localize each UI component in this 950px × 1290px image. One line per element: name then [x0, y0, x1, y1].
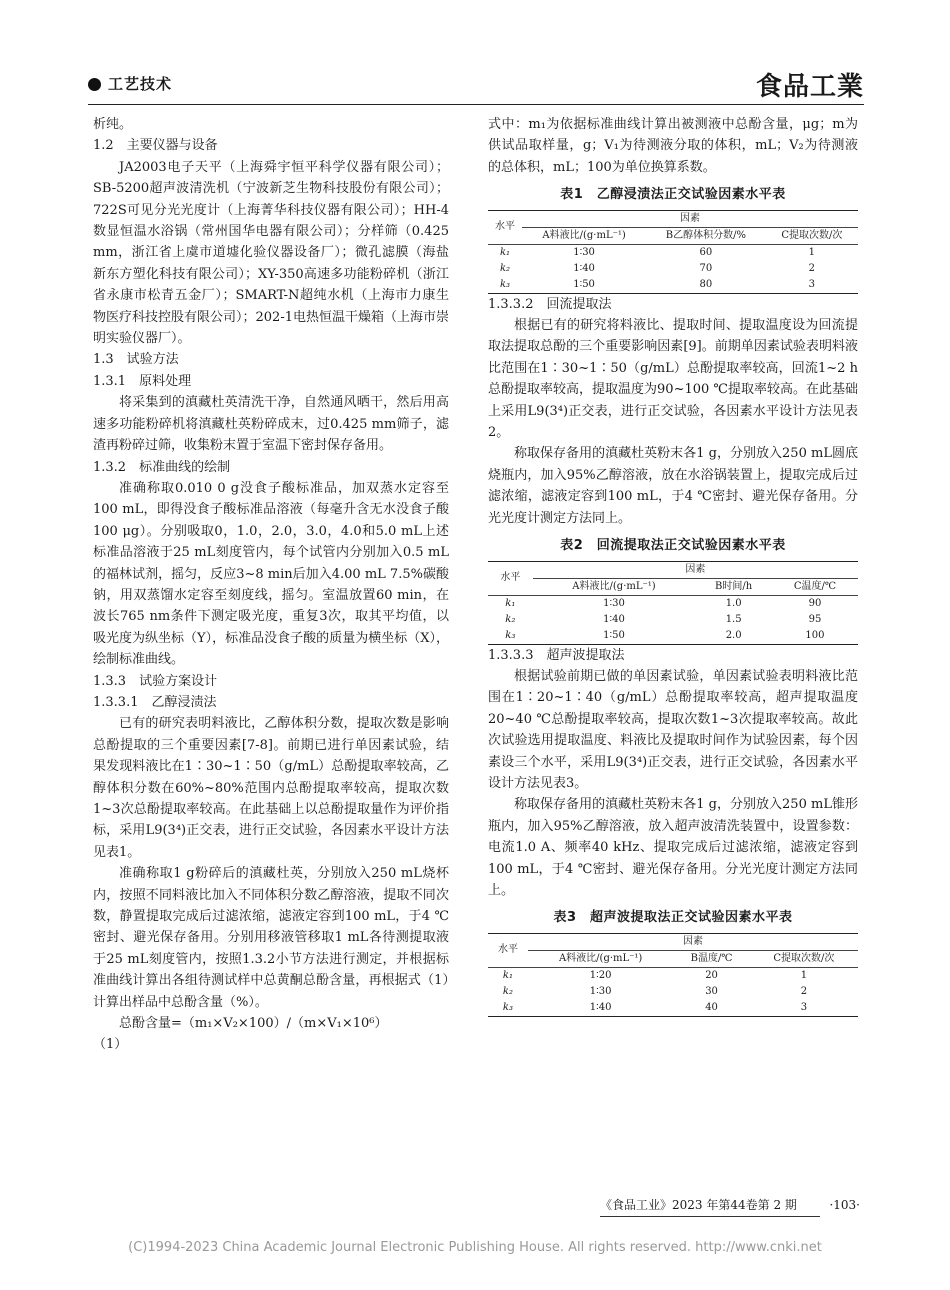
level-label: k₃ [488, 277, 522, 294]
table-cell: 40 [673, 1000, 749, 1017]
section-heading: 1.3.2 标准曲线的绘制 [93, 459, 231, 475]
factor-table [488, 933, 858, 1017]
level-label: k₁ [499, 246, 511, 258]
paragraph: 准确称取1 g粉碎后的滇藏杜英，分别放入250 mL烧杯内，按照不同料液比加入不同体积分数乙醇溶液，提取不同次数，静置提取完成后过滤浓缩，滤液定容到100 mL，于4 ℃密封、避光保存备用。分别用移液管移取1 mL各待测提取液于25 mL刻度管内，按照1.3.2小节方法进行测定，并根据标准曲线计算出各组待测试样中总黄酮总酚含量，再根据式（1）计算出样品中总酚含量（%）。 [93, 866, 449, 1010]
paragraph: 将采集到的滇藏杜英清洗干净，自然通风晒干，然后用高速多功能粉碎机将滇藏杜英粉碎成末，过0.425 mm筛子，滤渣再粉碎过筛，收集粉末置于室温下密封保存备用。 [93, 395, 449, 454]
paragraph: 准确称取0.010 0 g没食子酸标准品，加双蒸水定容至100 mL，即得没食子酸标准品溶液（每毫升含无水没食子酸100 μg）。分别吸取0，1.0，2.0，3.0，4.0和5.0 mL上述标准品溶液于25 mL刻度管内，每个试管内分别加入0.5 mL的福林试剂，摇匀，反应3~8 min后加入4.00 mL 7.5%碳酸钠，用双蒸馏水定容至刻度线，摇匀。室温放置60 min，在波长765 nm条件下测定吸光度，重复3次，取其平均值，以吸光度为纵坐标（Y），标准品没食子酸的质量为横坐标（X），绘制标准曲线。 [93, 480, 449, 668]
column-head: C温度/℃ [772, 578, 858, 595]
table-row [488, 628, 858, 645]
table-cell: 3 [750, 1000, 858, 1017]
table-cell: 1∶40 [573, 262, 595, 274]
table-cell: 80 [646, 277, 766, 294]
table-row [488, 595, 858, 612]
table-caption: 表3 超声波提取法正交试验因素水平表 [553, 910, 793, 926]
table-cell: 1.5 [725, 613, 742, 625]
section-heading: 1.3.1 原料处理 [93, 373, 192, 389]
ultrasonic-section [488, 645, 858, 902]
table-row [488, 277, 858, 294]
table-cell: 100 [772, 628, 858, 645]
paragraph: 析纯。 [93, 117, 133, 132]
column-head: B乙醇体积分数/% [646, 227, 766, 244]
table-row [488, 612, 858, 628]
level-label: k₁ [502, 969, 513, 981]
paragraph: 根据已有的研究将料液比、提取时间、提取温度设为回流提取法提取总酚的三个重要影响因素[9]。前期单因素试验表明料液比范围在1∶30~1∶50（g/mL）总酚提取率较高，回流1~2 h总酚提取率较高，提取温度为90~100 ℃提取率较高。在此基础上采用L9(3⁴)正交表，进行正交试验，各因素水平设计方法见表2。 [488, 318, 858, 441]
table-cell: 70 [699, 262, 713, 274]
level-label: k₂ [505, 613, 516, 625]
row-head: 水平 [488, 561, 533, 595]
paragraph: 称取保存备用的滇藏杜英粉末各1 g，分别放入250 mL锥形瓶内，加入95%乙醇溶液，放入超声波清洗装置中，设置参数：电流1.0 A、频率40 kHz、提取完成后过滤浓缩，滤液定容到100 mL，于4 ℃密封、避光保存备用。分光光度计测定方法同上。 [488, 797, 858, 898]
table-row [488, 244, 858, 261]
header-rule [88, 104, 864, 105]
section-heading: 1.2 主要仪器与设备 [93, 138, 218, 154]
factor-table [488, 561, 858, 645]
section-heading: 1.3.3 试验方案设计 [93, 673, 218, 689]
table-cell: 2 [800, 985, 808, 997]
right-column [488, 114, 858, 1017]
paragraph: JA2003电子天平（上海舜宇恒平科学仪器有限公司）；SB-5200超声波清洗机（宁波新芝生物科技股份有限公司）；722S可见分光光度计（上海菁华科技仪器有限公司）；HH-4数显恒温水浴锅（常州国华电器有限公司）；分样筛（0.425 mm，浙江省上虞市道墟化验仪器设备厂）；微孔滤膜（海盐新东方塑化科技有限公司）；XY-350高速多功能粉碎机（浙江省永康市松青五金厂）；SMART-N超纯水机（上海市力康生物医疗科技控股有限公司）；202-1电热恒温干燥箱（上海市崇明实验仪器厂）。 [93, 159, 449, 347]
table-header-row [488, 210, 858, 227]
journal-logo: 食品工業 [755, 72, 864, 102]
table-cell: 1∶30 [589, 985, 612, 997]
table-cell: 30 [705, 985, 718, 997]
paragraph: 式中：m₁为依据标准曲线计算出被测液中总酚含量，μg；m为供试品取样量，g；V₁为待测液分取的体积，mL；V₂为待测液的总体积，mL；100为单位换算系数。 [488, 117, 858, 175]
table-subheader-row [488, 227, 858, 244]
level-label: k₂ [502, 985, 513, 997]
formula-notes [488, 114, 858, 178]
column-head: C提取次数/次 [766, 227, 858, 244]
paragraph: 称取保存备用的滇藏杜英粉末各1 g，分别放入250 mL圆底烧瓶内，加入95%乙醇溶液，放在水浴锅装置上，提取完成后过滤浓缩，滤液定容到100 mL，于4 ℃密封、避光保存备用。分光光度计测定方法同上。 [488, 446, 858, 526]
group-head: 因素 [533, 561, 858, 578]
table-caption: 表2 回流提取法正交试验因素水平表 [560, 538, 786, 554]
column-head: A料液比/(g·mL⁻¹) [522, 227, 646, 244]
table-cell: 95 [808, 613, 822, 625]
row-head: 水平 [488, 933, 528, 967]
table-1 [488, 184, 858, 293]
formula: 总酚含量=（m₁×V₂×100）/（m×V₁×10⁶） [119, 1016, 388, 1032]
footer-rule [600, 1216, 820, 1217]
table-cell: 1∶20 [589, 969, 612, 981]
table-subheader-row [488, 950, 858, 967]
column-head: B温度/℃ [673, 950, 749, 967]
table-row [488, 1000, 858, 1017]
table-row [488, 984, 858, 1000]
table-header-row [488, 561, 858, 578]
table-subheader-row [488, 578, 858, 595]
left-column [93, 114, 449, 1056]
paragraph: 根据试验前期已做的单因素试验，单因素试验表明料液比范围在1∶20~1∶40（g/mL）总酚提取率较高，超声提取温度20~40 ℃总酚提取率较高，提取次数1~3次提取率较高。故此次试验选用提取温度、料液比及提取时间作为试验因素，每个因素设三个水平，采用L9(3⁴)正交表，进行正交试验，各因素水平设计方法见表3。 [488, 668, 858, 791]
bullet-dot-icon [88, 78, 101, 91]
table-cell: 1∶50 [533, 628, 696, 645]
factor-table [488, 210, 858, 294]
table-caption: 表1 乙醇浸渍法正交试验因素水平表 [560, 187, 786, 203]
table-cell: 1∶30 [603, 597, 625, 609]
table-cell: 60 [699, 246, 713, 258]
table-cell: 1 [800, 969, 808, 981]
group-head: 因素 [522, 210, 858, 227]
table-header-row [488, 933, 858, 950]
table-cell: 2.0 [695, 628, 772, 645]
equation-number: （1） [93, 1037, 128, 1053]
page-header [88, 66, 864, 106]
column-head: A料液比/(g·mL⁻¹) [533, 578, 696, 595]
table-cell: 1 [808, 246, 816, 258]
section-heading: 1.3.3.3 超声波提取法 [488, 647, 625, 663]
table-2 [488, 535, 858, 644]
table-cell: 1.0 [725, 597, 742, 609]
section-title: 工艺技术 [108, 75, 173, 93]
level-label: k₂ [499, 262, 511, 274]
table-row [488, 967, 858, 984]
column-head: B时间/h [695, 578, 772, 595]
table-cell: 1∶40 [603, 613, 625, 625]
reflux-section [488, 294, 858, 529]
level-label: k₃ [488, 1000, 528, 1017]
copyright-notice: (C)1994-2023 China Academic Journal Electronic Publishing House. All rights reserved. http://www.cnki.net [128, 1240, 822, 1255]
table-cell: 20 [705, 969, 718, 981]
section-heading: 1.3 试验方法 [93, 352, 179, 368]
table-row [488, 261, 858, 277]
table-cell: 1∶30 [573, 246, 595, 258]
table-cell: 1∶40 [528, 1000, 673, 1017]
table-cell: 1∶50 [522, 277, 646, 294]
section-heading: 1.3.3.2 回流提取法 [488, 296, 612, 312]
column-head: C提取次数/次 [750, 950, 858, 967]
paragraph: 已有的研究表明料液比，乙醇体积分数，提取次数是影响总酚提取的三个重要因素[7-8]。前期已进行单因素试验，结果发现料液比在1∶30~1∶50（g/mL）总酚提取率较高，乙醇体积分数在60%~80%范围内总酚提取率较高，提取次数1~3次总酚提取率较高。在此基础上以总酚提取量作为评价指标，采用L9(3⁴)正交表，进行正交试验，各因素水平设计方法见表1。 [93, 716, 449, 860]
table-3 [488, 907, 858, 1016]
page-number: ·103· [829, 1198, 860, 1212]
journal-citation: 《食品工业》2023 年第44卷第 2 期 [600, 1198, 797, 1212]
column-head: A料液比/(g·mL⁻¹) [528, 950, 673, 967]
level-label: k₁ [505, 597, 516, 609]
table-cell: 2 [808, 262, 816, 274]
section-heading: 1.3.3.1 乙醇浸渍法 [93, 694, 217, 710]
level-label: k₃ [488, 628, 533, 645]
row-head: 水平 [488, 210, 522, 244]
table-cell: 90 [808, 597, 822, 609]
group-head: 因素 [528, 933, 858, 950]
table-cell: 3 [766, 277, 858, 294]
